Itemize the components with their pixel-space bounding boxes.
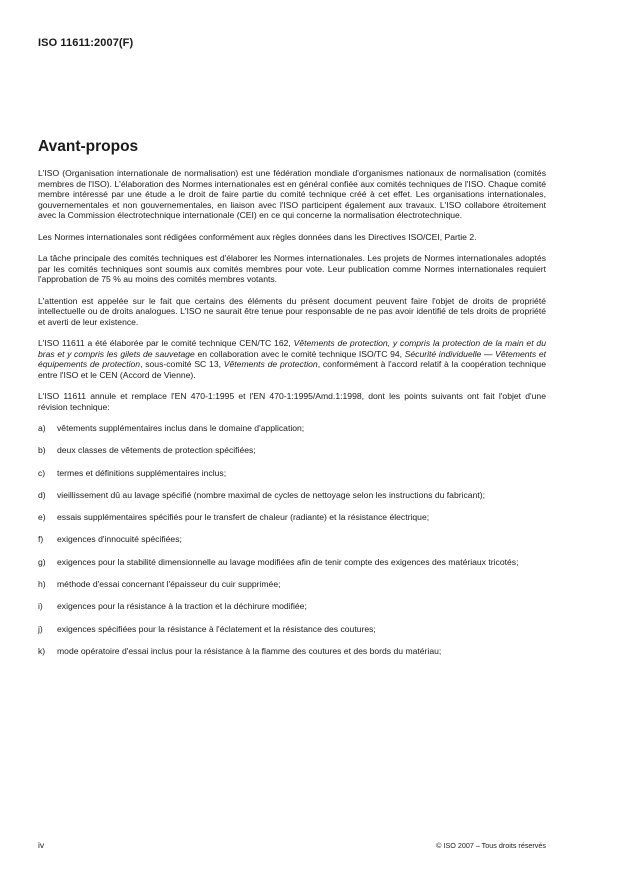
subcommittee-title: Vêtements de protection [223,359,318,369]
list-item-label: h) [38,579,46,590]
committee-title-iso: Sécurité individuelle — Vêtements et équipements de protection [38,348,546,369]
list-item-text: exigences spécifiées pour la résistance à l'éclatement et la résistance des coutures; [57,623,376,634]
page-title: Avant-propos [38,138,139,155]
list-item-text: vieillissement dû au lavage spécifié (nombre maximal de cycles de nettoyage selon les instructions du fabricant); [57,489,485,500]
list-item-text: mode opératoire d'essai inclus pour la résistance à la flamme des coutures et des bords du matériau; [57,645,442,656]
list-item-label: g) [38,556,46,567]
copyright-notice: © ISO 2007 – Tous droits réservés [436,841,546,850]
list-item-text: exigences d'innocuité spécifiées; [57,534,182,545]
list-item-text: deux classes de vêtements de protection spécifiées; [57,445,256,456]
paragraph-technical-committees: La tâche principale des comités techniques est d'élaborer les Normes internationales. Les projets de Normes internationales adoptés par les comités techniques sont soumis aux comités membres pour vote. Leur publication comme Normes internationales requiert l'approbation de 75 % au moins des comités membres votants. [38,253,546,284]
list-item-label: e) [38,512,46,523]
committee-title-cen: Vêtements de protection, y compris la protection de la main et du bras et y compris les gilets de sauvetage [38,338,546,359]
list-item [38,490,546,501]
list-item-text: exigences pour la résistance à la traction et la déchirure modifiée; [57,601,307,612]
paragraph-preparation [38,338,546,380]
list-item-label: a) [38,423,46,433]
paragraph-revision: L'ISO 11611 annule et remplace l'EN 470-1:1995 et l'EN 470-1:1995/Amd.1:1998, dont les points suivants ont fait l'objet d'une révision technique: [38,391,546,412]
list-item-label: i) [38,601,43,612]
list-item-text: vêtements supplémentaires inclus dans le domaine d'application; [57,423,305,433]
document-id: ISO 11611:2007(F) [38,37,134,49]
list-item-text: exigences pour la stabilité dimensionnelle au lavage modifiées afin de tenir compte des exigences des matériaux tricotés; [57,556,519,567]
paragraph-patent-rights: L'attention est appelée sur le fait que certains des éléments du présent document peuvent faire l'objet de droits de propriété intellectuelle ou de droits analogues. L'ISO ne saurait être tenue pour responsable de ne pas avoir identifié de tels droits de propriété et averti de leur existence. [38,295,546,327]
list-item-label: c) [38,467,46,478]
list-item [38,468,546,479]
list-item-label: j) [38,623,43,634]
list-item [38,445,546,456]
text-span: , conformément à l'accord relatif à la coopération technique entre l'ISO et le CEN (Accord de Vienne). [38,359,546,380]
list-item-text: essais supplémentaires spécifiés pour le transfert de chaleur (radiante) et la résistance électrique; [57,512,430,523]
list-item [38,624,546,635]
paragraph-iso-intro: L'ISO (Organisation internationale de normalisation) est une fédération mondiale d'organismes nationaux de normalisation (comités membres de l'ISO). L'élaboration des Normes internationales est en général confiée aux comités techniques de l'ISO. Chaque comité membre intéressé par une étude a le droit de faire partie du comité technique créé à cet effet. Les organisations internationales, gouvernementales et non gouvernementales, en liaison avec l'ISO participent également aux travaux. L'ISO collabore étroitement avec la Commission électrotechnique internationale (CEI) en ce qui concerne la normalisation électrotechnique. [38,168,546,220]
list-item [38,579,546,590]
list-item-label: k) [38,645,46,656]
list-item [38,557,546,568]
list-item [38,512,546,523]
list-item-label: b) [38,445,46,456]
list-item [38,534,546,545]
paragraph-directives: Les Normes internationales sont rédigées conformément aux règles données dans les Directives ISO/CEI, Partie 2. [38,231,477,242]
list-item [38,423,546,434]
list-item [38,601,546,612]
text-span: en collaboration avec le comité technique ISO/TC 94, [194,348,405,359]
text-span: , sous-comité SC 13, [140,359,224,369]
revision-list [38,423,546,656]
list-item-label: f) [38,534,44,545]
list-item-label: d) [38,489,46,500]
list-item [38,646,546,657]
list-item-text: méthode d'essai concernant l'épaisseur du cuir supprimée; [57,579,281,590]
document-body [38,168,546,668]
page-number: iv [38,840,45,850]
list-item-text: termes et définitions supplémentaires inclus; [57,467,227,478]
text-span: L'ISO 11611 a été élaborée par le comité technique CEN/TC 162, [38,338,294,348]
